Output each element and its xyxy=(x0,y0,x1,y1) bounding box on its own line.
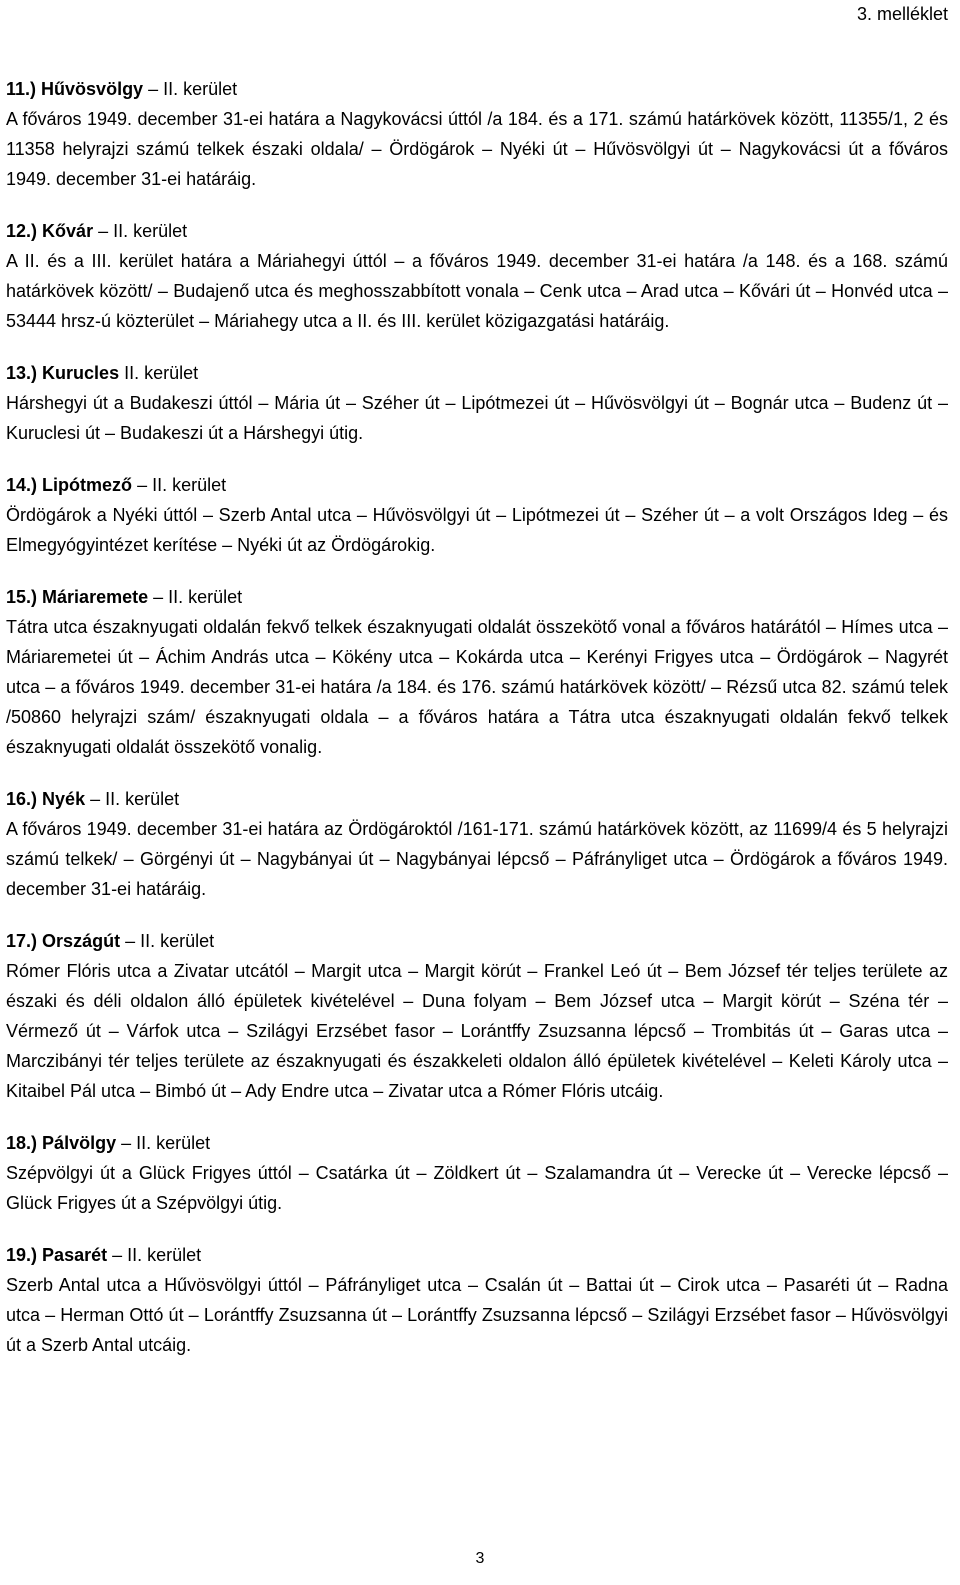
section-text: A II. és a III. kerület határa a Máriahegyi úttól – a főváros 1949. december 31-ei határa /a 148. és a 168. számú határkövek között/ – Budajenő utca és meghosszabbított vonala – Cenk utca – Arad utca – Kővári út – Honvéd utca – 53444 hrsz-ú közterület – Máriahegy utca a II. és III. kerület közigazgatási határáig. xyxy=(6,251,948,331)
section-name: Lipótmező xyxy=(42,475,133,495)
section-district: II. kerület xyxy=(124,363,199,383)
section-text: Ördögárok a Nyéki úttól – Szerb Antal utca – Hűvösvölgyi út – Lipótmezei út – Széher út – a volt Országos Ideg – és Elmegyógyintézet kerítése – Nyéki út az Ördögárokig. xyxy=(6,505,948,555)
section-pálvölgy xyxy=(6,1128,948,1218)
section-district: – II. kerület xyxy=(148,79,238,99)
section-text: A főváros 1949. december 31-ei határa a Nagykovácsi úttól /a 184. és a 171. számú határkövek között, 11355/1, 2 és 11358 helyrajzi számú telkek északi oldala/ – Ördögárok – Nyéki út – Hűvösvölgyi út – Nagykovácsi út a főváros 1949. december 31-ei határáig. xyxy=(6,109,948,189)
section-heading xyxy=(6,784,948,814)
section-name: Kurucles xyxy=(42,363,120,383)
section-number: 17.) xyxy=(6,931,38,951)
section-kővár xyxy=(6,216,948,336)
section-országút xyxy=(6,926,948,1106)
section-number: 12.) xyxy=(6,221,38,241)
section-number: 19.) xyxy=(6,1245,38,1265)
section-district: – II. kerület xyxy=(98,221,188,241)
section-district: – II. kerület xyxy=(153,587,243,607)
section-text: Rómer Flóris utca a Zivatar utcától – Margit utca – Margit körút – Frankel Leó út – Bem József tér teljes területe az északi és déli oldalon álló épületek kivételével – Duna folyam – Bem József utca – Margit körút – Széna tér – Vérmező út – Várfok utca – Szilágyi Erzsébet fasor – Lorántffy Zsuzsanna lépcső – Trombitás út – Garas utca – Marczibányi tér teljes területe az északnyugati és északkeleti oldalon álló épületek kivételével – Keleti Károly utca – Kitaibel Pál utca – Bimbó út – Ady Endre utca – Zivatar utca a Rómer Flóris utcáig. xyxy=(6,961,948,1101)
section-heading xyxy=(6,470,948,500)
section-máriaremete xyxy=(6,582,948,762)
document-body xyxy=(6,74,948,1382)
section-name: Pasarét xyxy=(42,1245,108,1265)
section-heading xyxy=(6,582,948,612)
section-text: A főváros 1949. december 31-ei határa az Ördögároktól /161-171. számú határkövek között, az 11699/4 és 5 helyrajzi számú telkek/ – Görgényi út – Nagybányai út – Nagybányai lépcső – Páfrányliget utca – Ördögárok a főváros 1949. december 31-ei határáig. xyxy=(6,819,948,899)
section-district: – II. kerület xyxy=(137,475,227,495)
section-text: Szerb Antal utca a Hűvösvölgyi úttól – Páfrányliget utca – Csalán út – Battai út – Cirok utca – Pasaréti út – Radna utca – Herman Ottó út – Lorántffy Zsuzsanna út – Lorántffy Zsuzsanna lépcső – Szilágyi Erzsébet fasor – Hűvösvölgyi út a Szerb Antal utcáig. xyxy=(6,1275,948,1355)
section-name: Hűvösvölgy xyxy=(41,79,144,99)
section-district: – II. kerület xyxy=(121,1133,211,1153)
section-text: Hárshegyi út a Budakeszi úttól – Mária út – Széher út – Lipótmezei út – Hűvösvölgyi út – Bognár utca – Budenz út – Kuruclesi út – Budakeszi út a Hárshegyi útig. xyxy=(6,393,948,443)
section-name: Nyék xyxy=(42,789,86,809)
section-name: Kővár xyxy=(42,221,94,241)
page-number: 3 xyxy=(475,1550,485,1567)
section-heading xyxy=(6,74,948,104)
section-hűvösvölgy xyxy=(6,74,948,194)
section-heading xyxy=(6,1240,948,1270)
section-text: Tátra utca északnyugati oldalán fekvő telkek északnyugati oldalát összekötő vonal a főváros határától – Hímes utca – Máriaremetei út – Áchim András utca – Kökény utca – Kokárda utca – Kerényi Frigyes utca – Ördögárok – Nagyrét utca – a főváros 1949. december 31-ei határa /a 184. és 176. számú határkövek között/ – Rézsű utca 82. számú telek /50860 helyrajzi szám/ északnyugati oldala – a főváros határa a Tátra utca északnyugati oldalán fekvő telkek északnyugati oldalát összekötő vonalig. xyxy=(6,617,948,757)
section-district: – II. kerület xyxy=(112,1245,202,1265)
section-number: 14.) xyxy=(6,475,38,495)
section-name: Máriaremete xyxy=(42,587,149,607)
section-district: – II. kerület xyxy=(125,931,215,951)
annex-label: 3. melléklet xyxy=(856,4,948,24)
section-pasarét xyxy=(6,1240,948,1360)
section-number: 11.) xyxy=(6,79,37,99)
section-number: 13.) xyxy=(6,363,38,383)
section-heading xyxy=(6,358,948,388)
section-number: 15.) xyxy=(6,587,38,607)
section-district: – II. kerület xyxy=(90,789,180,809)
section-nyék xyxy=(6,784,948,904)
section-heading xyxy=(6,1128,948,1158)
section-name: Országút xyxy=(42,931,121,951)
section-number: 18.) xyxy=(6,1133,38,1153)
section-text: Szépvölgyi út a Glück Frigyes úttól – Csatárka út – Zöldkert út – Szalamandra út – Verecke út – Verecke lépcső – Glück Frigyes út a Szépvölgyi útig. xyxy=(6,1163,948,1213)
section-kurucles xyxy=(6,358,948,448)
section-name: Pálvölgy xyxy=(42,1133,117,1153)
section-number: 16.) xyxy=(6,789,38,809)
section-heading xyxy=(6,926,948,956)
section-heading xyxy=(6,216,948,246)
section-lipótmező xyxy=(6,470,948,560)
